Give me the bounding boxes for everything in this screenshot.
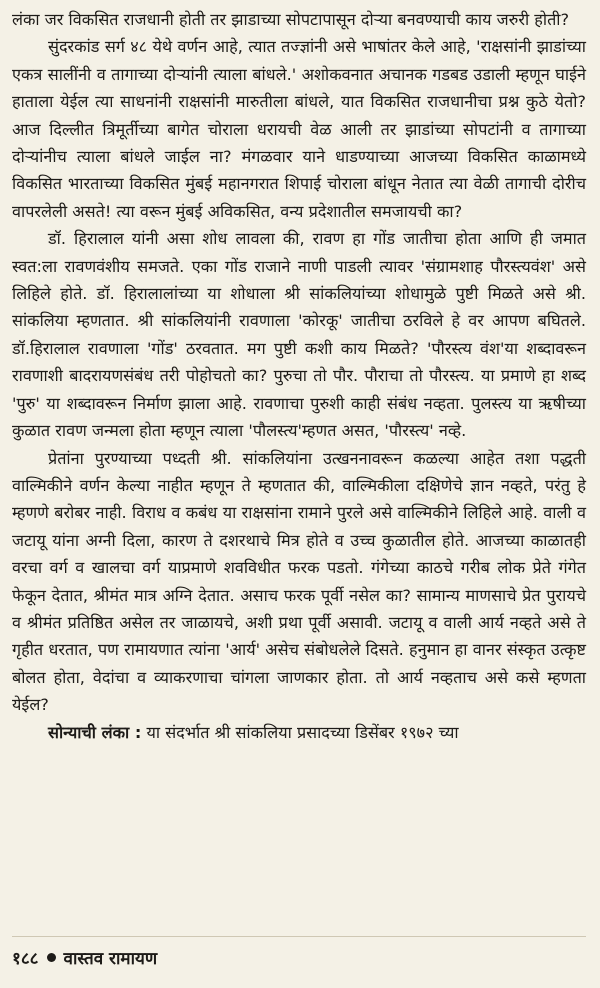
paragraph-4: [12, 445, 586, 719]
footer-divider: [12, 936, 586, 937]
page-footer: [12, 946, 157, 969]
page-number: १८८: [12, 949, 39, 969]
paragraph-5-text: या संदर्भात श्री सांकलिया प्रसादच्या डिसेंबर १९७२ च्या: [146, 722, 459, 742]
paragraph-3: [12, 225, 586, 444]
paragraph-2-text: सुंदरकांड सर्ग ४८ येथे वर्णन आहे, त्यात तज्ज्ञांनी असे भाषांतर केले आहे, 'राक्षसांनी झाडांच्या एकत्र सालींनी व तागाच्या दोऱ्यांनी त्याला बांधले.' अशोकवनात अचानक गडबड उडाली म्हणून घाईने हाताला येईल त्या साधनांनी राक्षसांनी मारुतीला बांधले, यात विकसित राजधानीचा प्रश्न कुठे येतो? आज दिल्लीत त्रिमूर्तीच्या बागेत चोराला धरायची वेळ आली तर झाडांच्या सोपटांनी व तागाच्या दोऱ्यांनीच त्याला बांधले जाईल ना? मंगळवार याने धाडण्याच्या आजच्या विकसित काळामध्ये विकसित भारताच्या विकसित मुंबई महानगरात शिपाई चोराला बांधून नेतात त्या वेळी तागाची दोरीच वापरलेली असते! त्या वरून मुंबई अविकसित, वन्य प्रदेशातील समजायची का?: [12, 37, 586, 221]
bullet-icon: [47, 953, 56, 962]
paragraph-1: [12, 6, 586, 33]
paragraph-4-text: प्रेतांना पुरण्याच्या पध्दती श्री. सांकलियांना उत्खननावरून कळल्या आहेत तशा पद्धती वाल्मिकीने वर्णन केल्या नाहीत म्हणून ते म्हणतात की, वाल्मिकीला दक्षिणेचे ज्ञान नव्हते, परंतु हे म्हणणे बरोबर नाही. विराध व कबंध या राक्षसांना रामाने पुरले असे वाल्मिकीने लिहिले आहे. वाली व जटायू यांना अग्नी दिला, कारण ते दशरथाचे मित्र होते व उच्च कुळातील होते. आजच्या काळातही वरचा वर्ग व खालचा वर्ग याप्रमाणे शवविधीत फरक पडतो. गंगेच्या काठचे गरीब लोक प्रेते गंगेत फेकून देतात, श्रीमंत मात्र अग्नि देतात. असाच फरक पूर्वी नसेल का? सामान्य माणसाचे प्रेत पुरायचे व श्रीमंत प्रतिष्ठित असेल तर जाळायचे, अशी प्रथा पूर्वी असावी. जटायू व वाली आर्य नव्हते असे ते गृहीत धरतात, पण रामायणात त्यांना 'आर्य' असेच संबोधलेले दिसते. हनुमान हा वानर संस्कृत उत्कृष्ट बोलत होता, वेदांचा व व्याकरणाचा चांगला जाणकार होता. तो आर्य नव्हताच असे कसे म्हणता येईल?: [12, 448, 586, 715]
paragraph-1-text: लंका जर विकसित राजधानी होती तर झाडाच्या सोपटापासून दोऱ्या बनवण्याची काय जरुरी होती?: [12, 10, 570, 29]
book-title: वास्तव रामायण: [63, 949, 158, 969]
body-text: [12, 6, 586, 746]
section-lead: सोन्याची लंका :: [48, 722, 142, 742]
paragraph-3-text: डॉ. हिरालाल यांनी असा शोध लावला की, रावण हा गोंड जातीचा होता आणि ही जमात स्वत:ला रावणवंशीय समजते. एका गोंड राजाने नाणी पाडली त्यावर 'संग्रामशाह पौरस्त्यवंश' असे लिहिले होते. डॉ. हिरालालांच्या या शोधाला श्री सांकलियांच्या शोधामुळे पुष्टी मिळते असे श्री. सांकलिया म्हणतात. श्री सांकलियांनी रावणाला 'कोरकू' जातीचा ठरविले हे वर आपण बघितले. डॉ.हिरालाल रावणाला 'गोंड' ठरवतात. मग पुष्टी कशी काय मिळते? 'पौरस्त्य वंश'या शब्दावरून रावणाशी बादरायणसंबंध तरी पोहोचतो का? पुरुचा तो पौर. पौराचा तो पौरस्त्य. या प्रमाणे हा शब्द 'पुरु' या शब्दावरून निर्माण झाला आहे. रावणाचा पुरुशी काही संबंध नव्हता. पुलस्त्य या ऋषीच्या कुळात रावण जन्मला होता म्हणून त्याला 'पौलस्त्य'म्हणत असत, 'पौरस्त्य' नव्हे.: [12, 229, 586, 441]
paragraph-5: [12, 719, 586, 746]
paragraph-2: [12, 33, 586, 225]
